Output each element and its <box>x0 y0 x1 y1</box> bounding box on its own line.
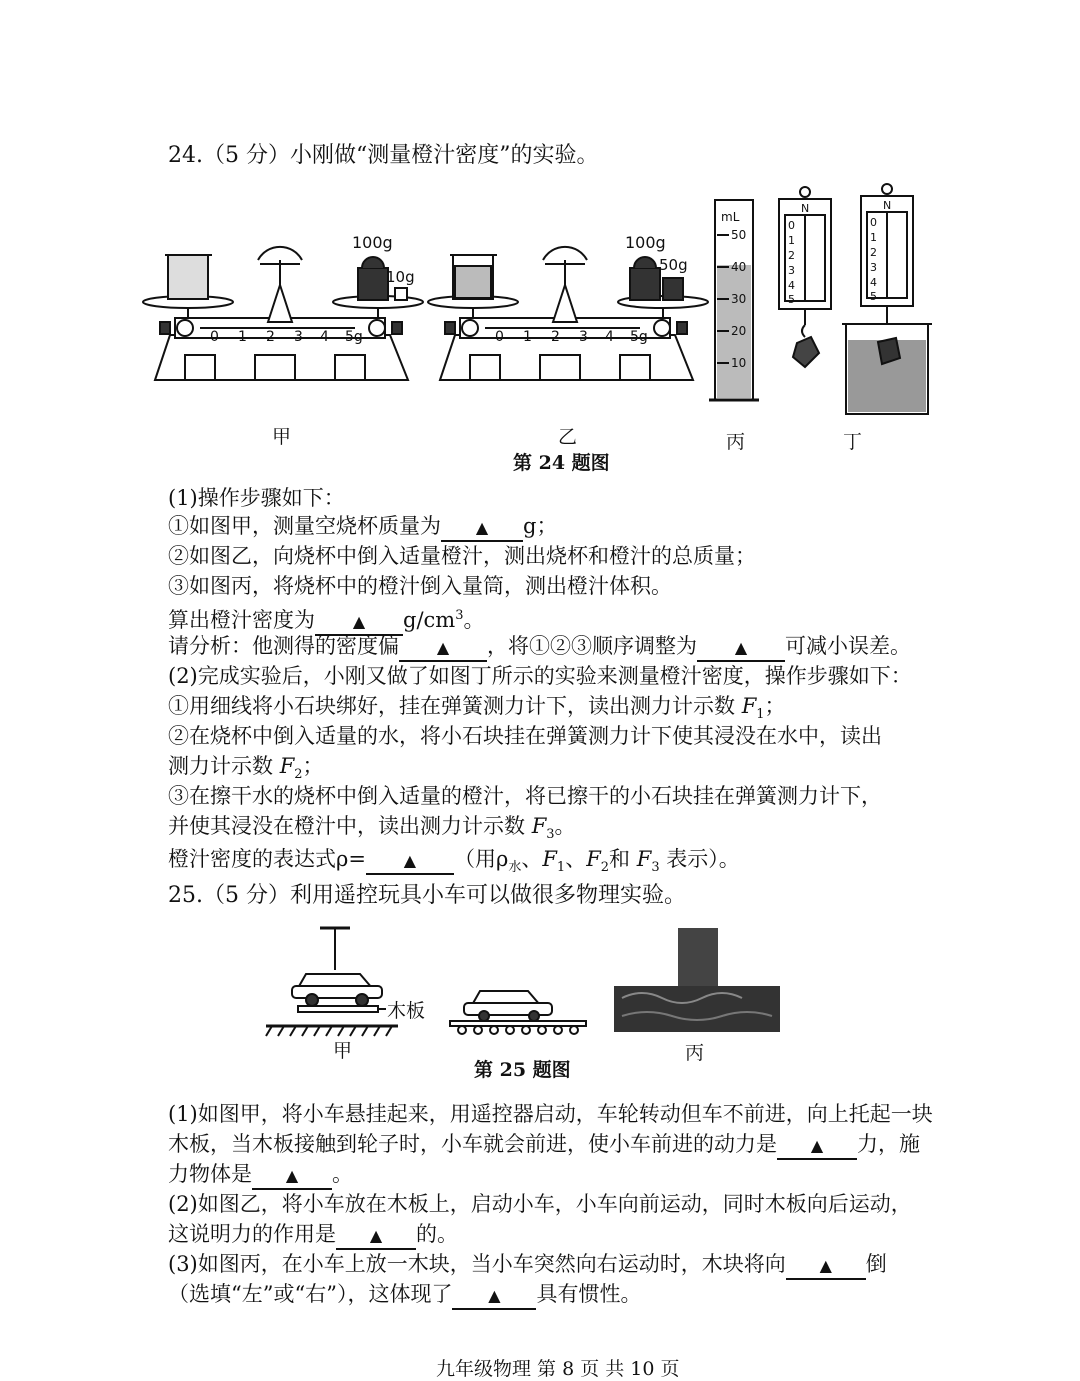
scale-tick-3: 3 <box>788 264 795 277</box>
label-jia: 甲 <box>272 426 292 448</box>
q24-title: 24.（5 分）小刚做“测量橙汁密度”的实验。 <box>168 143 599 168</box>
figure-24-caption: 第 24 题图 <box>513 452 610 474</box>
label-bing: 丙 <box>726 431 746 453</box>
label-bing-25: 丙 <box>685 1042 705 1064</box>
scale-unit: N <box>801 202 810 215</box>
spring-scale-beaker-figure <box>840 182 935 417</box>
scale-tick-4: 4 <box>870 276 877 289</box>
q24-step3: ③如图丙，将烧杯中的橙汁倒入量筒，测出橙汁体积。 <box>168 574 672 598</box>
cylinder-tick-10: 10 <box>731 356 747 370</box>
car-on-board-figure <box>446 985 591 1035</box>
cylinder-unit: mL <box>721 210 740 224</box>
cylinder-tick-30: 30 <box>731 292 747 306</box>
scale-tick-0: 0 <box>788 219 795 232</box>
ruler-tick-5: 5g <box>630 329 648 345</box>
figure-25-caption: 第 25 题图 <box>474 1059 571 1081</box>
block-on-car-figure <box>612 928 782 1036</box>
q24-analysis-line: 请分析：他测得的密度偏 ▲ ，将①②③顺序调整为 ▲ 可减小误差。 <box>168 632 911 662</box>
scale-tick-5: 5 <box>788 293 795 306</box>
ruler-tick-1: 1 <box>523 329 532 345</box>
balance-yi-figure <box>425 230 715 390</box>
ruler-tick-0: 0 <box>210 329 219 345</box>
ruler-tick-4: 4 <box>605 329 614 345</box>
q24-part1-heading: (1)操作步骤如下： <box>168 486 345 510</box>
q24-part2-step2-cont: 测力计示数 $F_2$； <box>168 754 324 783</box>
q24-part2-step2: ②在烧杯中倒入适量的水，将小石块挂在弹簧测力计下使其浸没在水中，读出 <box>168 724 882 748</box>
ruler-tick-2: 2 <box>266 329 275 345</box>
ruler-tick-0: 0 <box>495 329 504 345</box>
answer-blank-step-order[interactable]: ▲ <box>697 634 785 662</box>
scale-tick-0: 0 <box>870 216 877 229</box>
ruler-tick-3: 3 <box>579 329 588 345</box>
q25-title: 25.（5 分）利用遥控玩具小车可以做很多物理实验。 <box>168 883 686 908</box>
q24-part2-step3: ③在擦干水的烧杯中倒入适量的橙汁，将已擦干的小石块挂在弹簧测力计下， <box>168 784 882 808</box>
answer-blank-density-expression[interactable]: ▲ <box>366 847 454 875</box>
answer-blank-force-object[interactable]: ▲ <box>252 1162 332 1190</box>
answer-blank-force-mutual[interactable]: ▲ <box>336 1222 416 1250</box>
weight-10g: 10g <box>386 268 415 286</box>
q25-part1-line3: 力物体是 ▲ 。 <box>168 1160 353 1190</box>
scale-tick-2: 2 <box>788 249 795 262</box>
ruler-tick-1: 1 <box>238 329 247 345</box>
answer-blank-density[interactable]: ▲ <box>315 608 403 636</box>
ruler-tick-5: 5g <box>345 329 363 345</box>
scale-tick-3: 3 <box>870 261 877 274</box>
answer-blank-fall-direction[interactable]: ▲ <box>786 1252 866 1280</box>
balance-jia-figure <box>140 230 430 390</box>
scale-unit: N <box>883 199 892 212</box>
q24-expression-line: 橙汁密度的表达式ρ= ▲ （用$\rho_水$、$F_1$、$F_2$和 $F_3$ 表示）。 <box>168 847 740 876</box>
answer-blank-empty-beaker-mass[interactable]: ▲ <box>441 514 523 542</box>
q24-step1: ①如图甲，测量空烧杯质量为 ▲ g； <box>168 512 557 542</box>
answer-blank-inertia-object[interactable]: ▲ <box>452 1282 536 1310</box>
cylinder-tick-20: 20 <box>731 324 747 338</box>
scale-tick-2: 2 <box>870 246 877 259</box>
q25-part3-line1: (3)如图丙，在小车上放一木块，当小车突然向右运动时，木块将向 ▲ 倒 <box>168 1250 887 1280</box>
q24-density-line: 算出橙汁密度为 ▲ $g/cm^3$。 <box>168 602 484 636</box>
ruler-tick-2: 2 <box>551 329 560 345</box>
ruler-tick-4: 4 <box>320 329 329 345</box>
weight-100g: 100g <box>352 233 393 252</box>
scale-tick-1: 1 <box>870 231 877 244</box>
q24-step2: ②如图乙，向烧杯中倒入适量橙汁，测出烧杯和橙汁的总质量； <box>168 544 756 568</box>
cylinder-tick-40: 40 <box>731 260 747 274</box>
q24-part2-step3-cont: 并使其浸没在橙汁中，读出测力计示数 $F_3$。 <box>168 814 576 843</box>
suspended-car-figure <box>262 922 432 1042</box>
scale-tick-4: 4 <box>788 279 795 292</box>
page-footer: 九年级物理 第 8 页 共 10 页 <box>436 1358 680 1380</box>
graduated-cylinder-figure <box>705 195 765 410</box>
q25-part2-line1: (2)如图乙，将小车放在木板上，启动小车，小车向前运动，同时木板向后运动， <box>168 1192 912 1216</box>
label-ding: 丁 <box>843 431 863 453</box>
q24-part2-step1: ①用细线将小石块绑好，挂在弹簧测力计下，读出测力计示数 $F_1$； <box>168 694 786 723</box>
scale-tick-5: 5 <box>870 290 877 303</box>
label-yi: 乙 <box>558 426 578 448</box>
q25-part2-line2: 这说明力的作用是 ▲ 的。 <box>168 1220 458 1250</box>
ruler-tick-3: 3 <box>294 329 303 345</box>
scale-tick-1: 1 <box>788 234 795 247</box>
q25-part3-line2: （选填“左”或“右”），这体现了 ▲ 具有惯性。 <box>168 1280 641 1310</box>
spring-scale-stone-figure <box>775 185 835 385</box>
weight-50g: 50g <box>659 256 688 274</box>
answer-blank-error-direction[interactable]: ▲ <box>399 634 487 662</box>
label-board: 木板 <box>387 1000 426 1022</box>
cylinder-tick-50: 50 <box>731 228 747 242</box>
q25-part1-line1: (1)如图甲，将小车悬挂起来，用遥控器启动，车轮转动但车不前进，向上托起一块 <box>168 1102 933 1126</box>
q24-part2-heading: (2)完成实验后，小刚又做了如图丁所示的实验来测量橙汁密度，操作步骤如下： <box>168 664 912 688</box>
answer-blank-driving-force[interactable]: ▲ <box>777 1132 857 1160</box>
label-jia-25: 甲 <box>333 1040 353 1062</box>
q25-part1-line2: 木板，当木板接触到轮子时，小车就会前进，使小车前进的动力是 ▲ 力，施 <box>168 1130 920 1160</box>
weight-100g: 100g <box>625 233 666 252</box>
